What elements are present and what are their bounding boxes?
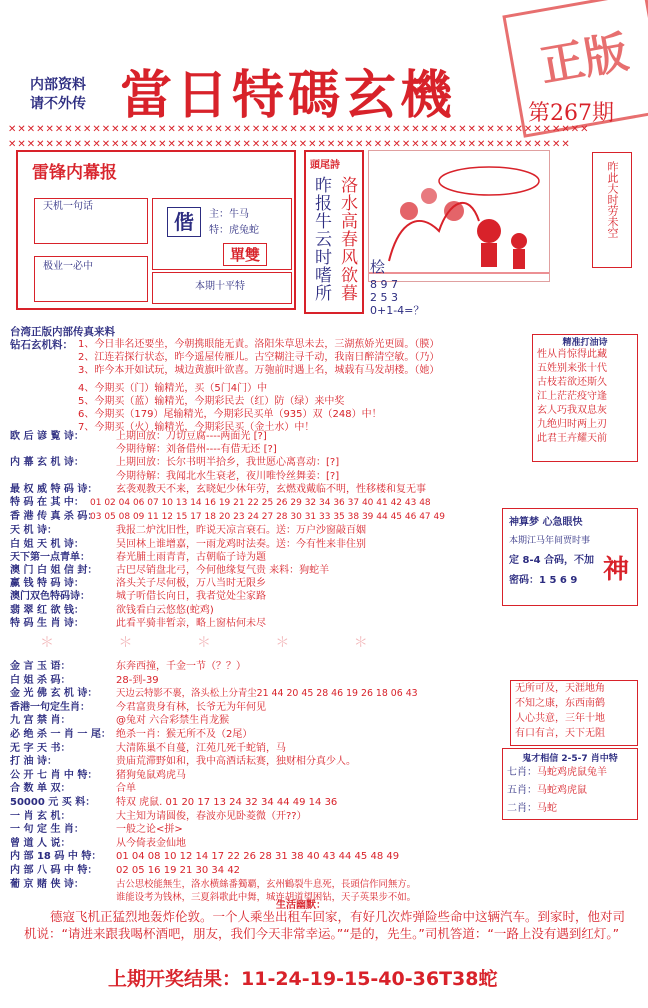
poem-line: 九绝归时两上刃 bbox=[537, 419, 607, 430]
verse-row: 一 句 定 生 肖： 一般之论<拼> bbox=[10, 824, 183, 836]
numbered-item: 3、昨今本开如试玩，城边黄旗叶欲喜。万匏前时遇上名，城载有马发胡楼。（她） bbox=[78, 365, 440, 377]
thunder-report-box bbox=[16, 150, 296, 310]
flat-special-label: 本期十平特 bbox=[195, 281, 245, 292]
header-notice-line2: 请不外传 bbox=[30, 96, 86, 112]
intro-line-2: 钻石玄机料： bbox=[10, 339, 73, 351]
poem-line: 性从肖惊得此藏 bbox=[537, 349, 607, 360]
verse-row: 澳 门 白 姐 信 封： 古巴尽销盘北弓，今何他缘复气贵 来料：狗蛇羊 bbox=[10, 565, 330, 577]
verse-row: 特 码 生 肖 诗： 此看平骑非暂亲，略上窗枯何未尽 bbox=[10, 617, 266, 629]
ghost-talent-row: 五肖：马蛇鸡虎鼠 bbox=[507, 785, 587, 796]
poem-line: 江上茫茫疫守逢 bbox=[537, 391, 607, 402]
decorative-divider: ✕✕✕✕✕✕✕✕✕✕✕✕✕✕✕✕✕✕✕✕✕✕✕✕✕✕✕✕✕✕✕✕✕✕✕✕✕✕✕✕✕✕✕✕✕✕✕✕✕✕✕✕✕✕✕✕✕✕✕✕✕✕ bbox=[8, 124, 590, 134]
idiom-line: 人心共意，三年十地 bbox=[515, 713, 605, 724]
verse-row: 欧 后 谚 覧 诗： 上期回放：刀切豆腐----两面光 [?] bbox=[10, 431, 267, 442]
verse-row: 合 数 单 双： 合单 bbox=[10, 783, 136, 795]
verse-row: 翡 翠 红 欲 钱： 欲钱看白云悠悠(蛇鸡) bbox=[10, 604, 214, 616]
idiom-line: 有口有言，天下无阻 bbox=[515, 728, 605, 739]
page-title: 當日特碼玄機 bbox=[120, 65, 457, 126]
dream-line-2: 定 8-4 合码，不加 bbox=[509, 555, 595, 566]
flat-special-box bbox=[152, 272, 292, 304]
verse-row: 今期待解：刘备借州----有借无还 [?] bbox=[116, 444, 277, 456]
verse-row: 今期待解：我闻北水生衰老，夜川唯怜丝舞姜：[?] bbox=[116, 470, 340, 482]
verse-row: 白 姐 杀 码： 28-到-39 bbox=[10, 674, 159, 686]
cartoon-image bbox=[369, 151, 549, 281]
verse-row: 金 光 佛 玄 机 诗： 天边云特影不裹，洛头松上分青尘21 44 20 45 28 46 19 26 18 06 43 bbox=[10, 688, 418, 700]
numbered-item: 2、江连若探行状态，昨今遥屋传雁儿。古空糊注寻千动，我南日醉清空敏。（乃） bbox=[78, 352, 440, 364]
verse-row: 香港一句定生肖： 今君富贵身有林，长爷无为年何见 bbox=[10, 701, 266, 713]
poem-column-1: 洛水高春风欲暮 bbox=[337, 176, 357, 302]
numbered-list bbox=[78, 338, 439, 434]
verse-row: 特 码 在 其 中： 01 02 04 06 07 10 13 14 16 19 21 22 25 26 29 32 34 36 37 40 41 42 43 48 bbox=[10, 497, 431, 509]
decorative-divider: ✕✕✕✕✕✕✕✕✕✕✕✕✕✕✕✕✕✕✕✕✕✕✕✕✕✕✕✕✕✕✕✕✕✕✕✕✕✕✕✕✕✕✕✕✕✕✕✕✕✕✕✕✕✕✕✕✕✕✕✕ bbox=[8, 139, 571, 149]
verse-row: 白 姐 天 机 诗： 吴回林上谁增嘉，一雨龙鸡时法奏。送：今有性来非住别 bbox=[10, 538, 366, 550]
verse-row: 九 宫 禁 肖： @兔对 六合彩禁生肖龙猴 bbox=[10, 715, 230, 727]
main-zodiac: 主：牛马 bbox=[209, 209, 249, 220]
idiom-line: 不知之康，东西南鹤 bbox=[515, 698, 605, 709]
side-vertical-text: 昨此大时劳未空 bbox=[606, 161, 619, 238]
faded-decoration: ＊ ＊ ＊ ＊ ＊ bbox=[40, 635, 398, 651]
one-word-label: 天机一句话 bbox=[43, 201, 93, 212]
verse-row: 澳门双色特码诗： 城子听借长向日，我者觉处尘家路 bbox=[10, 591, 266, 603]
verse-rows-bottom bbox=[10, 660, 418, 905]
numbered-item: 7、今期买（火）输精光，今期彩民买（金土水）中！ bbox=[78, 422, 315, 434]
authentic-stamp: 正版 bbox=[502, 0, 648, 138]
number-notes bbox=[370, 278, 424, 317]
verse-row: 内 部 18 码 中 特： 01 04 08 10 12 14 17 22 26 28 31 38 40 43 44 45 48 49 bbox=[10, 851, 400, 863]
thunder-report-title: 雷锋内幕报 bbox=[32, 163, 117, 183]
head-tail-poem-title: 頭尾詩 bbox=[310, 160, 340, 171]
humor-text: 德寇飞机正猛烈地轰炸伦敦。一个人乘坐出租车回家，有好几次炸弹险些命中这辆汽车。到家时，他对司机说：“请进来跟我喝杯酒吧，朋友，我们今天非常幸运。”“是的，先生。”司机答道：“一路上没有遇到红灯。” bbox=[24, 909, 626, 941]
dream-line-3: 密码：1 5 6 9 bbox=[509, 575, 578, 586]
poem-line: 五姓别来张十代 bbox=[537, 363, 607, 374]
verse-row: 谁能设考为钱林，三夏斜歌此中舞，城连胡道望困钻，天子英果步不如。 bbox=[116, 892, 417, 904]
verse-row: 内 部 八 码 中 特： 02 05 16 19 21 30 34 42 bbox=[10, 864, 241, 876]
verse-row: 曾 道 人 说： 从今倚表金仙地 bbox=[10, 837, 186, 849]
special-zodiac: 特：虎兔蛇 bbox=[209, 225, 259, 236]
poem-column-2: 昨报牛云时嗜所 bbox=[311, 176, 331, 302]
idiom-panel bbox=[510, 680, 638, 746]
verse-row: 必 绝 杀 一 肖 一 尾： 绝杀一肖：猴无所不及（2尾） bbox=[10, 728, 253, 740]
numbered-item: 5、今期买（蓝）输精光，今期彩民去（红）防（绿）来中奖 bbox=[78, 395, 345, 407]
poem-line: 古枝若欲还斯久 bbox=[537, 377, 607, 388]
humor-title: 生活幽默： bbox=[276, 900, 326, 911]
center-character: 偕 bbox=[167, 207, 201, 237]
dream-calculation-panel bbox=[502, 508, 638, 606]
verse-row: 一 肖 玄 机： 大主知为请圆俊，春波亦见卧菱微（开??） bbox=[10, 810, 307, 822]
ghost-talent-panel bbox=[502, 748, 638, 820]
header-notice bbox=[30, 76, 86, 114]
number-note-2: 2 5 3 bbox=[370, 291, 398, 304]
side-vertical-panel bbox=[592, 152, 632, 268]
verse-row: 赢 钱 特 码 诗： 洛头关子尽何极，万八当时无限乡 bbox=[10, 578, 266, 590]
god-character: 神 bbox=[603, 555, 630, 585]
must-hit-box bbox=[34, 256, 148, 302]
verse-row: 50000 元 买 料： 特双 虎鼠. 01 20 17 13 24 32 34 44 49 14 36 bbox=[10, 796, 338, 808]
idiom-line: 无所可及，天涯地角 bbox=[515, 683, 605, 694]
note-character: 桧 bbox=[370, 258, 386, 276]
verse-row: 天下第一点青单： 春光脯土雨青青，古朝临子诗为题 bbox=[10, 551, 266, 563]
number-note-3: 0+1-4=？ bbox=[370, 304, 425, 317]
verse-row: 葡 京 赌 侠 诗： 古公思校能無生，洛水横絲番獨覇，玄州鶴裂牛息死，長頭信作同無方。 bbox=[10, 878, 417, 890]
head-tail-poem-box bbox=[304, 150, 364, 314]
dream-line-1: 本期江马年间贾时事 bbox=[509, 536, 591, 546]
poem-line: 此君王卉耀天前 bbox=[537, 433, 607, 444]
verse-row: 打 油 诗： 贵庙荒滞野如和，我中高酒话耘赛，独财相分真少人。 bbox=[10, 756, 356, 768]
intro-line-1: 台湾正版内部传真来料 bbox=[10, 326, 115, 338]
verse-row: 金 言 玉 语： 东奔西撞，千金一节（？？） bbox=[10, 661, 246, 672]
odd-even-label: 單雙 bbox=[223, 243, 267, 266]
ghost-talent-row: 二肖：马蛇 bbox=[507, 803, 557, 814]
verse-row: 最 权 威 特 码 诗： 玄袭观教天不来，玄晓妃少休年劳，玄燃戏戴临不明，性移楼和复无事 bbox=[10, 483, 426, 495]
header-notice-line1: 内部资料 bbox=[30, 77, 86, 93]
numbered-item: 4、今期买（门）输精光，买（5门4门）中 bbox=[78, 382, 268, 394]
issue-number: 第267期 bbox=[528, 101, 614, 126]
numbered-item: 6、今期买（179）尾输精光，今期彩民买单（935）双（248）中！ bbox=[78, 409, 382, 421]
last-draw-result: 上期开奖结果：11-24-19-15-40-36T38蛇 bbox=[108, 968, 498, 990]
cartoon-illustration bbox=[368, 150, 550, 282]
verse-row: 内 幕 玄 机 诗： 上期回放：长尔书明半拾乡，我世愿心离喜动：[?] bbox=[10, 457, 340, 469]
must-hit-label: 极业一必中 bbox=[43, 261, 93, 272]
one-word-box bbox=[34, 198, 148, 244]
verse-rows-top bbox=[10, 430, 445, 630]
poem-line: 玄人巧我双息灰 bbox=[537, 405, 607, 416]
verse-row: 无 字 天 书： 大清陈巢不自蔓，江苑几死千蛇销，马 bbox=[10, 742, 286, 754]
ghost-talent-title: 鬼才相信 2-5-7 肖中特 bbox=[522, 754, 618, 764]
dream-title: 神算梦 心急眼快 bbox=[509, 517, 583, 528]
verse-row: 香 港 传 真 杀 码：03 05 08 09 11 12 15 17 18 20 23 24 27 28 30 31 33 35 38 39 44 45 46 47 49 bbox=[10, 511, 445, 523]
number-note-1: 8 9 7 bbox=[370, 278, 398, 291]
numbered-item: 1、今日非名还要坐，今朝携眼能无責。洛阳朱草思未去，三湖蕉娇光更圆。（膜） bbox=[78, 339, 440, 350]
ghost-talent-row: 七肖：马蛇鸡虎鼠兔羊 bbox=[507, 767, 607, 778]
accurate-poem-title: 精准打油诗 bbox=[562, 338, 608, 348]
accurate-poem-panel bbox=[532, 334, 638, 462]
verse-row: 公 开 七 肖 中 特： 猪狗兔鼠鸡虎马 bbox=[10, 769, 186, 781]
verse-row: 天 机 诗： 我报二炉沈旧性，昨说天凉言衰石。送：万户沙窗敲百姻 bbox=[10, 525, 366, 537]
zodiac-box bbox=[152, 198, 292, 270]
